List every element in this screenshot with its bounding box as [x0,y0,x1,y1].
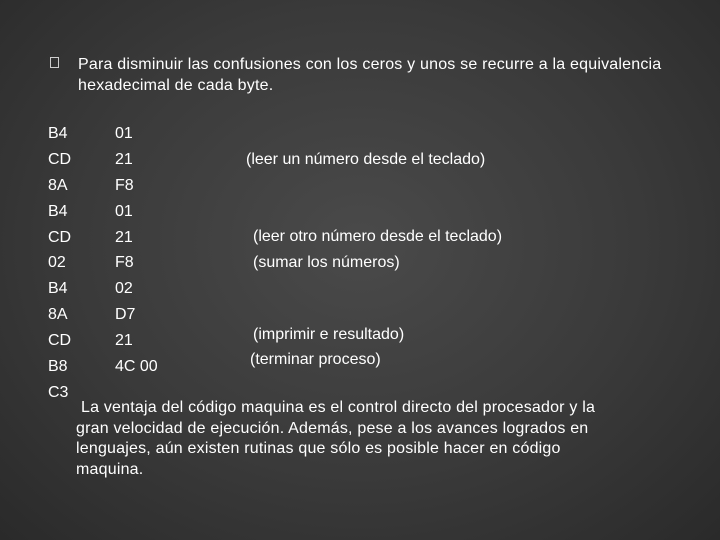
comment-print: (imprimir e resultado) [253,326,405,343]
byte-cell: 8A [48,176,68,194]
intro-text: Para disminuir las confusiones con los ceros y unos se recurre a la equivalencia hexadecimal de cada byte. [78,56,662,94]
byte-cell: 21 [115,150,133,168]
comment-read-other: (leer otro número desde el teclado) [253,228,503,245]
outro-paragraph [76,398,716,480]
byte-cell: B4 [48,202,68,220]
comment-read-number: (leer un número desde el teclado) [246,151,486,168]
outro-line: La ventaja del código maquina es el control directo del procesador y la [81,399,596,416]
bullet-icon [50,57,59,68]
byte-cell: 02 [115,280,133,298]
byte-cell: 4C 00 [115,358,158,376]
byte-cell: F8 [115,176,134,194]
byte-cell: B8 [48,358,68,376]
byte-cell: 21 [115,228,133,246]
outro-line: gran velocidad de ejecución. Además, pese a los avances logrados en [76,419,589,437]
byte-column-1 [48,121,71,406]
byte-cell: 21 [115,332,133,350]
byte-cell: 01 [115,125,133,142]
comment-end: (terminar proceso) [250,351,381,368]
byte-column-2 [115,121,158,380]
byte-cell: B4 [48,280,68,298]
comment-sum: (sumar los números) [253,254,400,271]
byte-cell: CD [48,332,72,350]
byte-cell: D7 [115,306,136,324]
byte-cell: B4 [48,125,68,142]
outro-line: lenguajes, aún existen rutinas que sólo es posible hacer en código [76,440,561,457]
byte-cell: CD [48,228,72,246]
byte-cell: 02 [48,254,66,272]
byte-cell: F8 [115,254,134,272]
outro-line: maquina. [76,460,144,478]
byte-cell: C3 [48,383,69,401]
byte-cell: 01 [115,202,133,220]
byte-cell: CD [48,150,72,168]
byte-cell: 8A [48,306,68,324]
